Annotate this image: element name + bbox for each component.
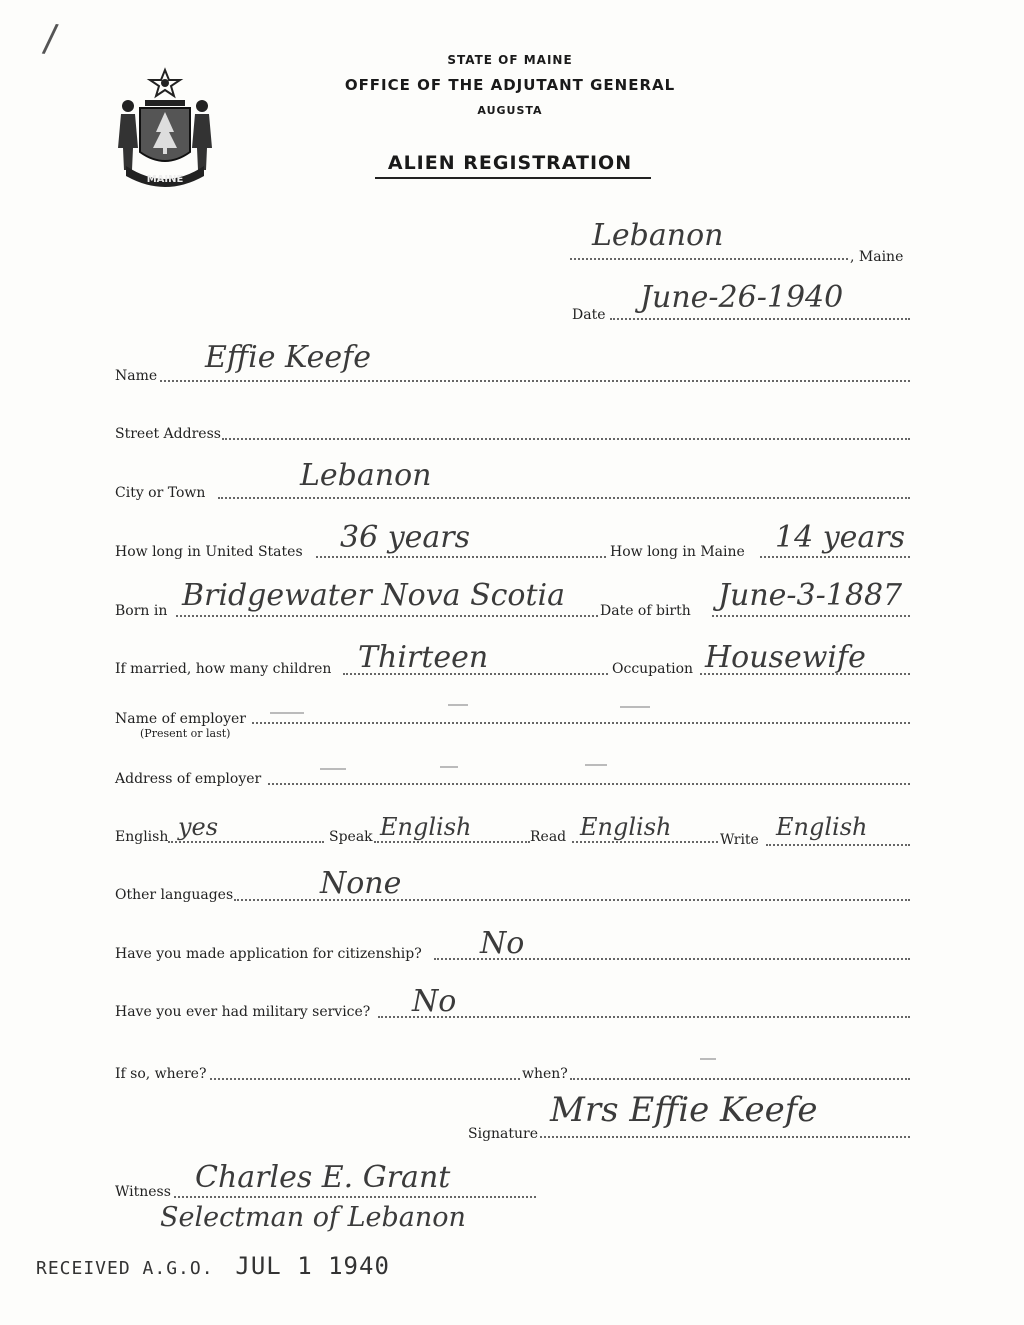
signature-value: Mrs Effie Keefe: [550, 1090, 818, 1130]
military-value: No: [412, 984, 457, 1019]
signature-field-line: [540, 1136, 910, 1138]
read-label: Read: [530, 829, 567, 845]
header-office: OFFICE OF THE ADJUTANT GENERAL: [344, 76, 676, 94]
citizenship-label: Have you made application for citizenship?: [115, 946, 422, 962]
blank-dash-mark: [700, 1058, 716, 1060]
write-field-line: [766, 844, 910, 846]
date-value: June-26-1940: [640, 280, 844, 315]
witness-field-line: [174, 1196, 536, 1198]
header-city: AUGUSTA: [477, 104, 543, 117]
date-of-birth-field-line: [712, 615, 910, 617]
name-label: Name: [115, 368, 158, 384]
city-label: City or Town: [115, 485, 206, 501]
name-field-line: [160, 380, 910, 382]
maine-state-seal-icon: [112, 66, 218, 192]
blank-dash-mark: [448, 704, 468, 706]
write-value: English: [776, 813, 868, 841]
how-long-us-label: How long in United States: [115, 544, 303, 560]
how-long-maine-field-line: [760, 556, 910, 558]
occupation-label: Occupation: [612, 661, 694, 677]
employer-name-field-line: [252, 722, 910, 724]
check-mark: /: [41, 15, 60, 61]
witness-value: Charles E. Grant: [195, 1160, 451, 1195]
signature-label: Signature: [468, 1126, 539, 1142]
date-of-birth-label: Date of birth: [600, 603, 691, 619]
employer-note-label: (Present or last): [140, 727, 231, 740]
military-label: Have you ever had military service?: [115, 1004, 371, 1020]
received-stamp-text: RECEIVED A.G.O.: [36, 1258, 214, 1279]
children-label: If married, how many children: [115, 661, 332, 677]
speak-field-line: [374, 841, 530, 843]
english-label: English: [115, 829, 169, 845]
how-long-us-field-line: [316, 556, 606, 558]
town-value: Lebanon: [592, 218, 724, 253]
received-stamp-date: JUL 1 1940: [235, 1252, 390, 1280]
maine-label: , Maine: [850, 249, 904, 265]
blank-dash-mark: [440, 766, 458, 768]
city-value: Lebanon: [300, 458, 432, 493]
date-label: Date: [572, 307, 606, 323]
born-in-field-line: [176, 615, 598, 617]
born-in-label: Born in: [115, 603, 168, 619]
when-field-line: [570, 1078, 910, 1080]
where-field-line: [210, 1078, 520, 1080]
street-address-label: Street Address: [115, 426, 221, 442]
date-field-line: [610, 318, 910, 320]
title-underline: [375, 177, 651, 179]
how-long-maine-value: 14 years: [775, 520, 906, 555]
other-languages-label: Other languages: [115, 887, 234, 903]
how-long-us-value: 36 years: [340, 520, 471, 555]
form-title: ALIEN REGISTRATION: [387, 152, 633, 174]
town-field-line: [570, 258, 848, 260]
speak-value: English: [380, 813, 472, 841]
military-field-line: [378, 1016, 910, 1018]
city-field-line: [218, 497, 910, 499]
street-address-field-line: [222, 438, 910, 440]
write-label: Write: [720, 832, 759, 848]
speak-label: Speak: [329, 829, 373, 845]
date-of-birth-value: June-3-1887: [718, 578, 903, 613]
employer-address-field-line: [268, 783, 910, 785]
english-value: yes: [178, 813, 219, 841]
blank-dash-mark: [585, 764, 607, 766]
blank-dash-mark: [320, 768, 346, 770]
other-languages-value: None: [320, 866, 402, 901]
if-so-where-label: If so, where?: [115, 1066, 207, 1082]
when-label: when?: [522, 1066, 568, 1082]
blank-dash-mark: [620, 706, 650, 708]
employer-address-label: Address of employer: [115, 771, 262, 787]
how-long-maine-label: How long in Maine: [610, 544, 745, 560]
english-field-line: [168, 841, 324, 843]
children-value: Thirteen: [358, 640, 489, 675]
occupation-value: Housewife: [705, 640, 866, 675]
header-state: STATE OF MAINE: [447, 53, 573, 67]
employer-name-label: Name of employer: [115, 711, 246, 727]
seal-text: MAINE: [146, 174, 184, 185]
citizenship-value: No: [480, 926, 525, 961]
born-in-value: Bridgewater Nova Scotia: [182, 578, 566, 613]
name-value: Effie Keefe: [205, 340, 372, 375]
witness-label: Witness: [115, 1184, 171, 1200]
blank-dash-mark: [270, 712, 304, 714]
received-stamp: [36, 1252, 390, 1280]
read-value: English: [580, 813, 672, 841]
witness-title-value: Selectman of Lebanon: [160, 1202, 466, 1233]
read-field-line: [572, 841, 718, 843]
